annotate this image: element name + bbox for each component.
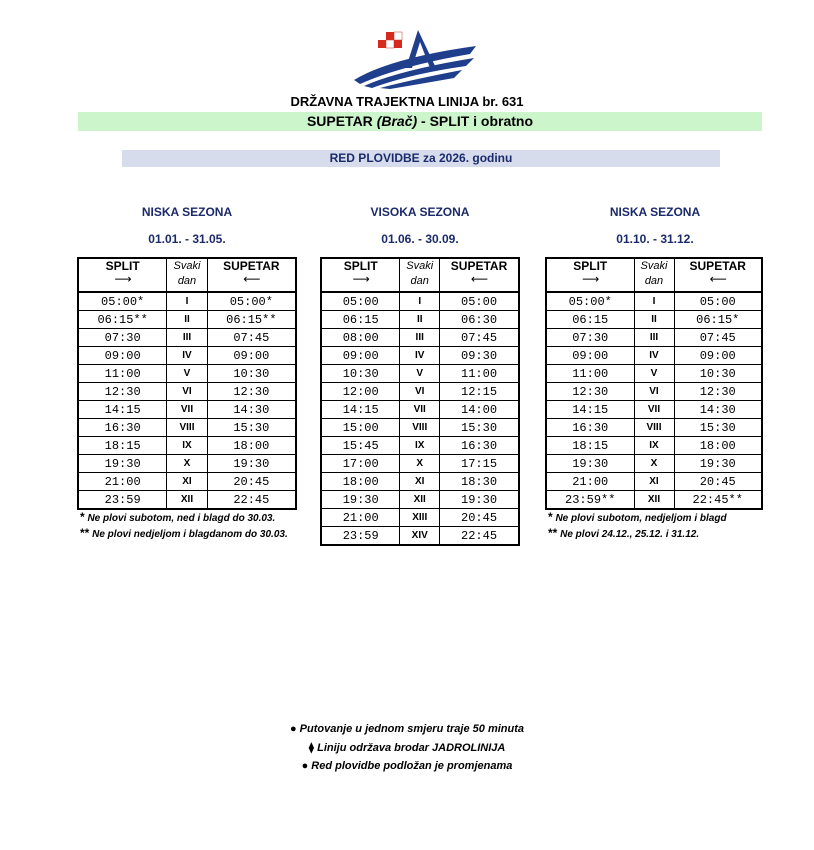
departure-split: 14:15 [546, 401, 634, 419]
table-row [78, 365, 296, 383]
departure-supetar: 05:00 [440, 292, 519, 311]
arrow-left-icon: ⟵ [470, 272, 488, 286]
departure-split: 21:00 [546, 473, 634, 491]
trip-number: IV [167, 347, 207, 365]
departure-split: 10:30 [321, 365, 400, 383]
departure-supetar: 15:30 [674, 419, 762, 437]
trip-number: VIII [400, 419, 440, 437]
table-row [546, 292, 762, 311]
departure-supetar: 11:00 [440, 365, 519, 383]
col-from: SPLIT ⟶ [78, 258, 167, 292]
departure-split: 12:30 [546, 383, 634, 401]
col-from: SPLIT ⟶ [321, 258, 400, 292]
arrow-right-icon: ⟶ [352, 272, 369, 286]
footer-duration: ● Putovanje u jednom smjeru traje 50 minuta [289, 723, 525, 735]
departure-supetar: 18:30 [440, 473, 519, 491]
departure-split: 23:59** [546, 491, 634, 510]
departure-split: 11:00 [546, 365, 634, 383]
trip-number: II [167, 311, 207, 329]
departure-supetar: 22:45 [207, 491, 296, 510]
departure-supetar: 20:45 [440, 509, 519, 527]
trip-number: XII [634, 491, 674, 510]
table-row [321, 419, 519, 437]
departure-split: 05:00* [78, 292, 167, 311]
departure-split: 12:30 [78, 383, 167, 401]
col-to: SUPETAR ⟵ [674, 258, 762, 292]
checkerboard-icon [378, 32, 402, 48]
table-row [78, 347, 296, 365]
departure-split: 16:30 [78, 419, 167, 437]
col-every-day: Svaki dan [400, 258, 440, 292]
departure-split: 11:00 [78, 365, 167, 383]
departure-supetar: 20:45 [674, 473, 762, 491]
table-row [321, 473, 519, 491]
table-row [321, 365, 519, 383]
departure-split: 08:00 [321, 329, 400, 347]
table-row [546, 365, 762, 383]
col-every-day: Svaki dan [167, 258, 207, 292]
departure-supetar: 07:45 [207, 329, 296, 347]
departure-split: 18:15 [78, 437, 167, 455]
trip-number: IX [400, 437, 440, 455]
departure-split: 23:59 [321, 527, 400, 546]
departure-supetar: 05:00* [207, 292, 296, 311]
table-row [78, 419, 296, 437]
season-range-1: 01.01. - 31.05. [148, 232, 226, 246]
departure-supetar: 15:30 [440, 419, 519, 437]
departure-split: 09:00 [321, 347, 400, 365]
arrow-right-icon: ⟶ [582, 272, 599, 286]
trip-number: XI [167, 473, 207, 491]
departure-supetar: 14:30 [674, 401, 762, 419]
departure-supetar: 07:45 [440, 329, 519, 347]
trip-number: IV [634, 347, 674, 365]
trip-number: V [167, 365, 207, 383]
table-row [321, 329, 519, 347]
departure-supetar: 12:30 [674, 383, 762, 401]
departure-supetar: 06:30 [440, 311, 519, 329]
table-row [546, 311, 762, 329]
table-row [78, 292, 296, 311]
table-row [78, 383, 296, 401]
departure-split: 07:30 [78, 329, 167, 347]
trip-number: VII [400, 401, 440, 419]
table-row [546, 383, 762, 401]
departure-split: 19:30 [321, 491, 400, 509]
table-row [546, 401, 762, 419]
trip-number: I [167, 292, 207, 311]
departure-supetar: 20:45 [207, 473, 296, 491]
table-row [78, 329, 296, 347]
departure-supetar: 05:00 [674, 292, 762, 311]
trip-number: II [634, 311, 674, 329]
departure-split: 19:30 [78, 455, 167, 473]
departure-split: 09:00 [546, 347, 634, 365]
table-row [546, 473, 762, 491]
table-row [546, 437, 762, 455]
trip-number: X [167, 455, 207, 473]
table-row [546, 419, 762, 437]
trip-number: VI [634, 383, 674, 401]
table-row [321, 437, 519, 455]
departure-split: 15:45 [321, 437, 400, 455]
departure-supetar: 18:00 [674, 437, 762, 455]
departure-supetar: 22:45 [440, 527, 519, 546]
departure-supetar: 09:00 [674, 347, 762, 365]
departure-supetar: 10:30 [674, 365, 762, 383]
table-row [321, 311, 519, 329]
table-row [78, 311, 296, 329]
departure-split: 06:15** [78, 311, 167, 329]
col-to: SUPETAR ⟵ [440, 258, 519, 292]
departure-split: 14:15 [78, 401, 167, 419]
table-row [546, 455, 762, 473]
table-row [78, 455, 296, 473]
note-2-season3: ** Ne plovi 24.12., 25.12. i 31.12. [548, 526, 700, 540]
season-title-1: NISKA SEZONA [141, 205, 233, 219]
note-1-season3: * Ne plovi subotom, nedjeljom i blagd [548, 510, 727, 524]
footer-operator: ⧫ Liniju održava brodar JADROLINIJA [308, 742, 506, 754]
departure-supetar: 09:30 [440, 347, 519, 365]
trip-number: XII [400, 491, 440, 509]
departure-split: 23:59 [78, 491, 167, 510]
arrow-right-icon: ⟶ [114, 272, 131, 286]
trip-number: VI [167, 383, 207, 401]
trip-number: III [634, 329, 674, 347]
trip-number: III [167, 329, 207, 347]
departure-split: 05:00* [546, 292, 634, 311]
table-row [546, 329, 762, 347]
departure-split: 09:00 [78, 347, 167, 365]
trip-number: III [400, 329, 440, 347]
departure-split: 07:30 [546, 329, 634, 347]
trip-number: X [400, 455, 440, 473]
trip-number: I [634, 292, 674, 311]
trip-number: V [400, 365, 440, 383]
table-row [546, 491, 762, 510]
departure-split: 06:15 [321, 311, 400, 329]
route-a: SUPETAR [306, 113, 373, 129]
departure-split: 15:00 [321, 419, 400, 437]
departure-supetar: 22:45** [674, 491, 762, 510]
departure-supetar: 07:45 [674, 329, 762, 347]
trip-number: II [400, 311, 440, 329]
trip-number: XI [634, 473, 674, 491]
departure-supetar: 10:30 [207, 365, 296, 383]
timetable-autumn-winter [545, 257, 763, 510]
departure-split: 12:00 [321, 383, 400, 401]
line-title: DRŽAVNA TRAJEKTNA LINIJA br. 631 [290, 94, 524, 109]
departure-split: 18:00 [321, 473, 400, 491]
timetable-winter-spring [77, 257, 297, 510]
departure-supetar: 12:15 [440, 383, 519, 401]
table-row [321, 491, 519, 509]
departure-supetar: 19:30 [440, 491, 519, 509]
table-row [78, 401, 296, 419]
season-range-3: 01.10. - 31.12. [616, 232, 694, 246]
departure-split: 06:15 [546, 311, 634, 329]
col-every-day: Svaki dan [634, 258, 674, 292]
departure-split: 17:00 [321, 455, 400, 473]
departure-supetar: 19:30 [674, 455, 762, 473]
departure-supetar: 14:00 [440, 401, 519, 419]
table-row [78, 473, 296, 491]
season-range-2: 01.06. - 30.09. [381, 232, 459, 246]
table-row [546, 347, 762, 365]
departure-supetar: 06:15* [674, 311, 762, 329]
departure-supetar: 17:15 [440, 455, 519, 473]
table-row [78, 437, 296, 455]
trip-number: IV [400, 347, 440, 365]
trip-number: I [400, 292, 440, 311]
departure-split: 21:00 [78, 473, 167, 491]
season-title-2: VISOKA SEZONA [370, 205, 470, 219]
departure-supetar: 19:30 [207, 455, 296, 473]
trip-number: XIII [400, 509, 440, 527]
route-band [78, 112, 762, 131]
trip-number: VII [167, 401, 207, 419]
departure-split: 19:30 [546, 455, 634, 473]
table-row [321, 455, 519, 473]
note-2-season1: ** Ne plovi nedjeljom i blagdanom do 30.03. [80, 526, 288, 540]
departure-supetar: 09:00 [207, 347, 296, 365]
table-row [321, 383, 519, 401]
trip-number: V [634, 365, 674, 383]
table-row [321, 527, 519, 546]
departure-split: 14:15 [321, 401, 400, 419]
departure-split: 05:00 [321, 292, 400, 311]
table-row [321, 401, 519, 419]
trip-number: XI [400, 473, 440, 491]
trip-number: X [634, 455, 674, 473]
departure-supetar: 16:30 [440, 437, 519, 455]
departure-supetar: 14:30 [207, 401, 296, 419]
trip-number: VIII [167, 419, 207, 437]
departure-split: 21:00 [321, 509, 400, 527]
departure-split: 18:15 [546, 437, 634, 455]
trip-number: VI [400, 383, 440, 401]
table-row [78, 491, 296, 510]
departure-supetar: 12:30 [207, 383, 296, 401]
footer-disclaimer: ● Red plovidbe podložan je promjenama [301, 760, 513, 772]
schedule-title: RED PLOVIDBE za 2026. godinu [122, 150, 720, 167]
arrow-left-icon: ⟵ [243, 272, 260, 286]
table-row [321, 347, 519, 365]
trip-number: XII [167, 491, 207, 510]
trip-number: IX [167, 437, 207, 455]
trip-number: VIII [634, 419, 674, 437]
departure-supetar: 18:00 [207, 437, 296, 455]
table-row [321, 509, 519, 527]
arrow-left-icon: ⟵ [709, 272, 726, 286]
departure-split: 16:30 [546, 419, 634, 437]
departure-supetar: 06:15** [207, 311, 296, 329]
trip-number: XIV [400, 527, 440, 546]
trip-number: IX [634, 437, 674, 455]
table-row [321, 292, 519, 311]
trip-number: VII [634, 401, 674, 419]
col-from: SPLIT ⟶ [546, 258, 634, 292]
timetable-summer [320, 257, 520, 546]
note-1-season1: * Ne plovi subotom, ned i blagd do 30.03. [80, 510, 276, 524]
departure-supetar: 15:30 [207, 419, 296, 437]
season-title-3: NISKA SEZONA [609, 205, 701, 219]
route-a-island: (Brač) [376, 113, 418, 129]
route-rest: - SPLIT i obratno [421, 113, 534, 129]
jadrolinija-logo [350, 28, 480, 90]
col-to: SUPETAR ⟵ [207, 258, 296, 292]
